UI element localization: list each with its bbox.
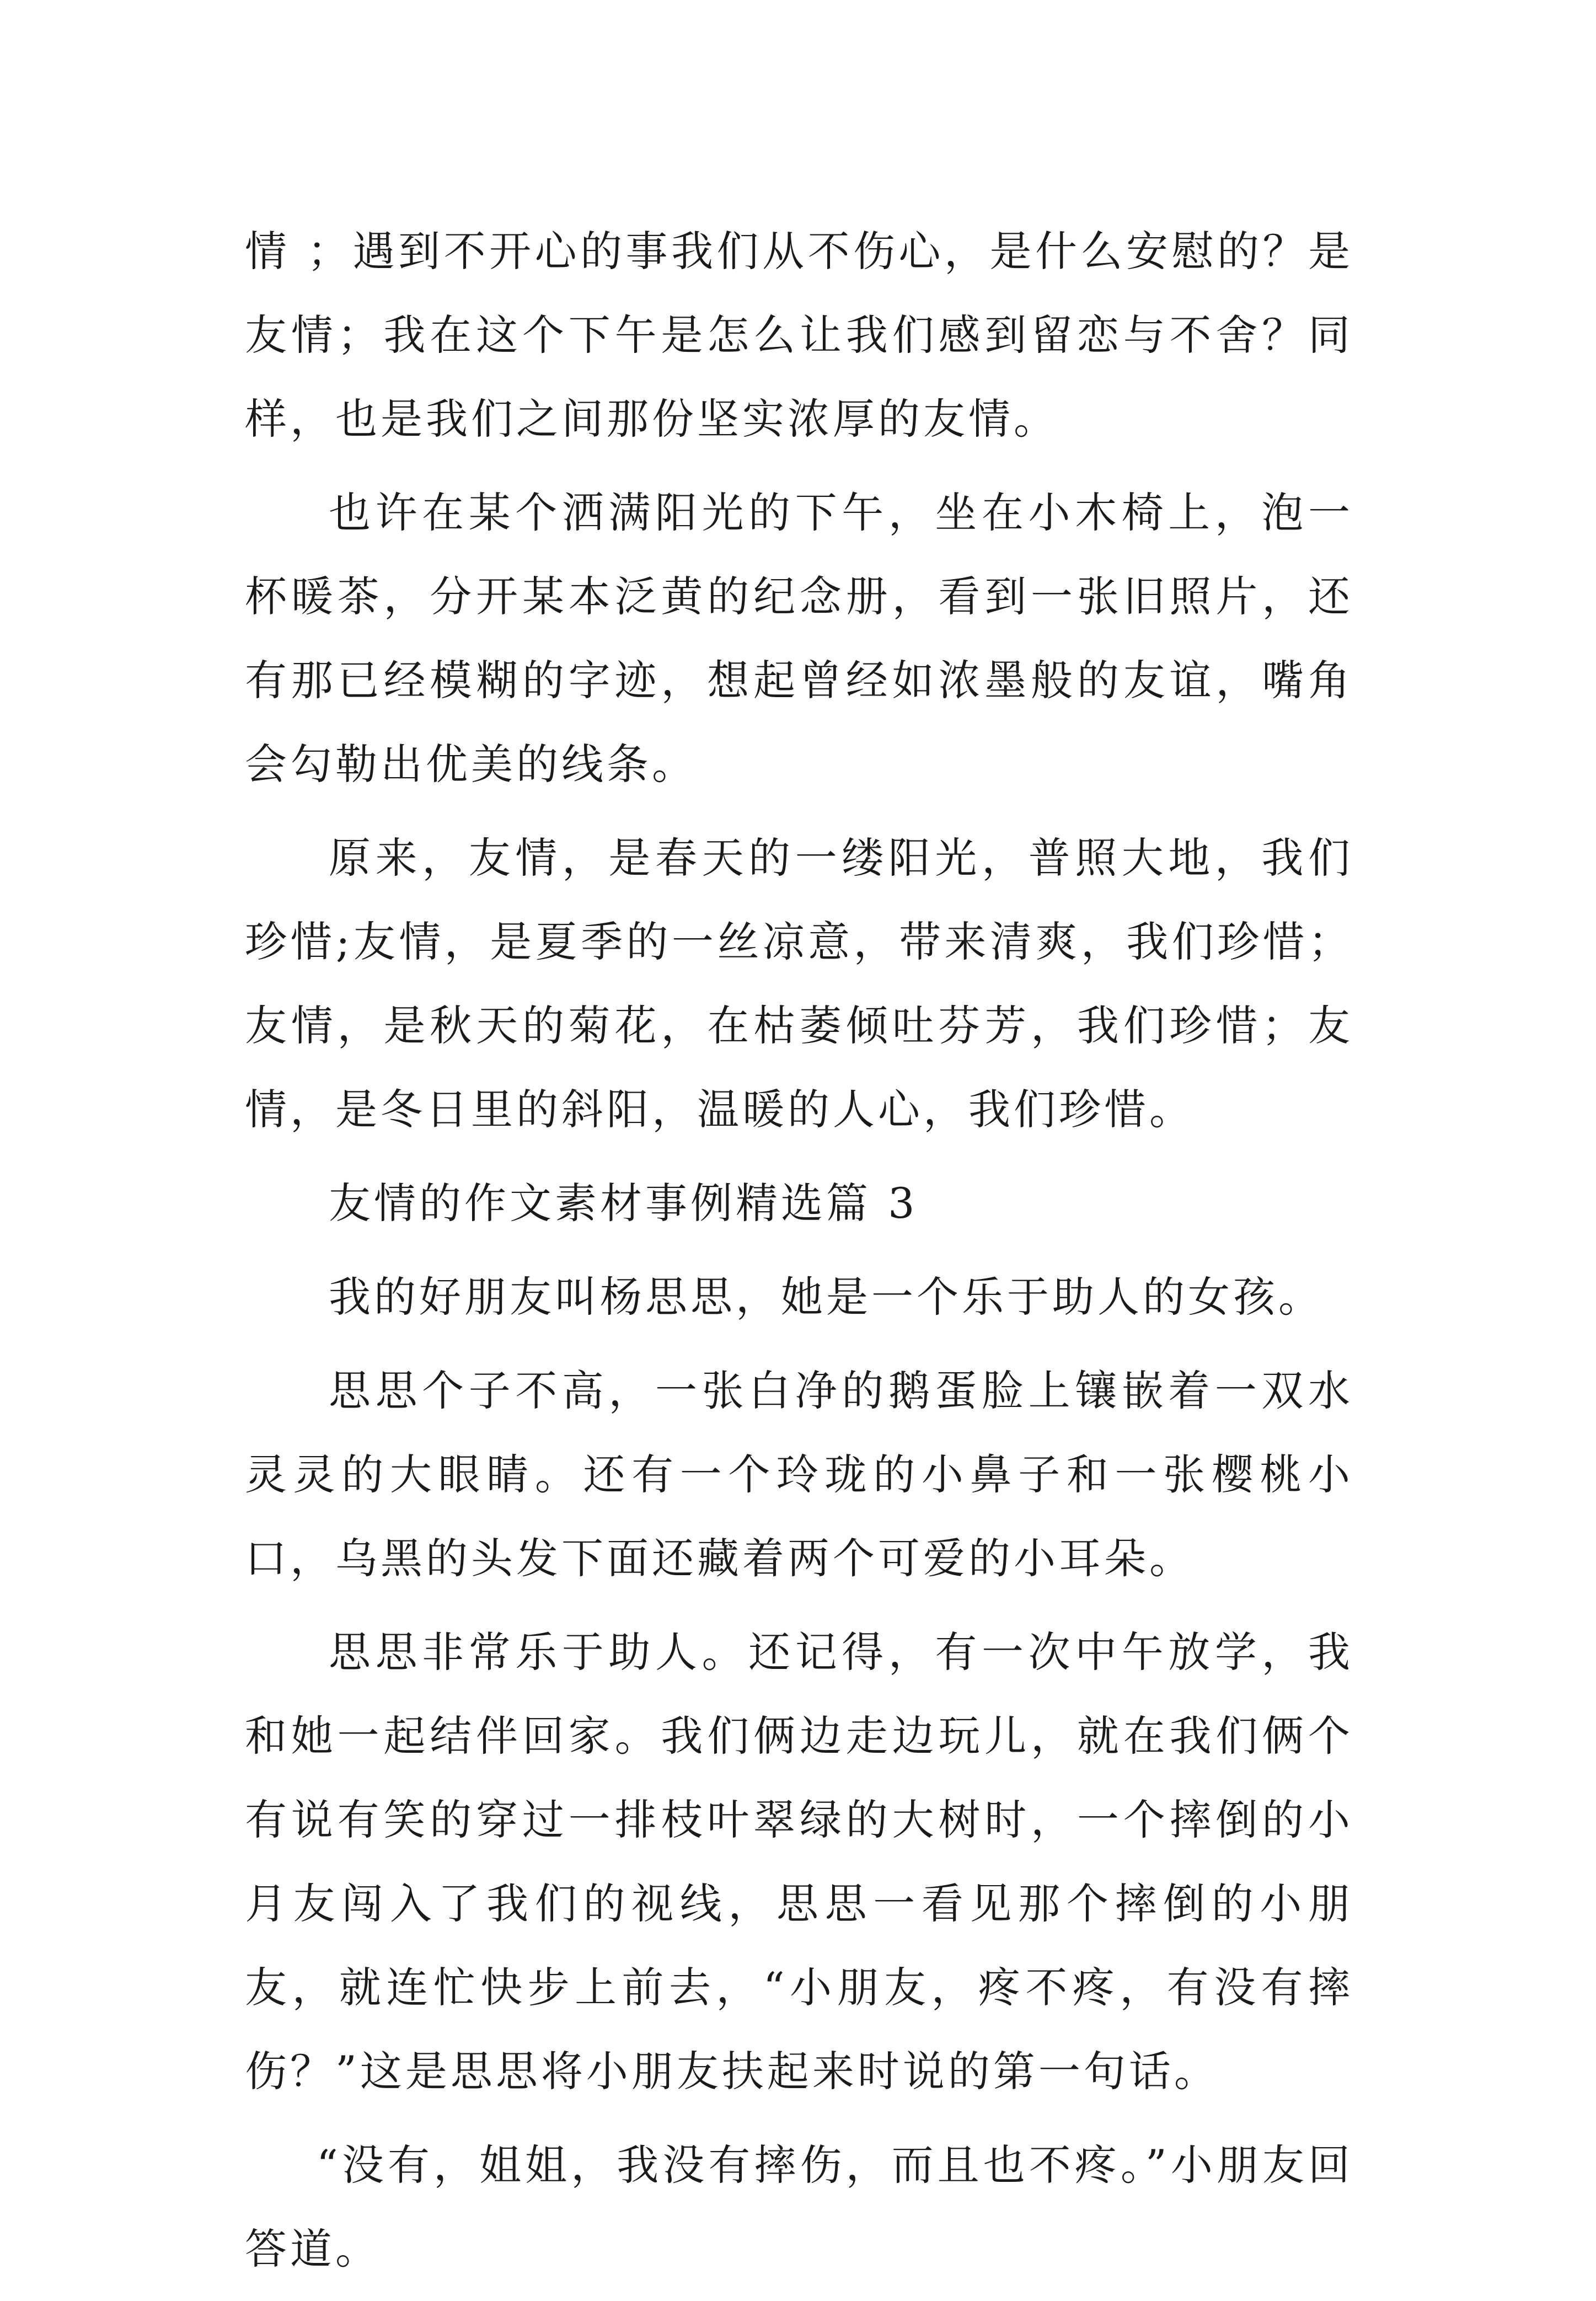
body-text	[245, 210, 1353, 2301]
paragraph: 思思非常乐于助人。还记得，有一次中午放学，我和她一起结伴回家。我们俩边走边玩儿，就在我们俩个有说有笑的穿过一排枝叶翠绿的大树时，一个摔倒的小月友闯入了我们的视线，思思一看见那个摔倒的小朋友，就连忙快步上前去，“小朋友，疼不疼，有没有摔伤？”这是思思将小朋友扶起来时说的第一句话。	[245, 1628, 1353, 2096]
paragraph: 原来，友情，是春天的一缕阳光，普照大地，我们珍惜;友情，是夏季的一丝凉意，带来清爽，我们珍惜；友情，是秋天的菊花，在枯萎倾吐芬芳，我们珍惜；友情，是冬日里的斜阳，温暖的人心，我们珍惜。	[245, 833, 1353, 1134]
paragraph: 也许在某个洒满阳光的下午，坐在小木椅上，泡一杯暖茶，分开某本泛黄的纪念册，看到一张旧照片，还有那已经模糊的字迹，想起曾经如浓墨般的友谊，嘴角会勾勒出优美的线条。	[245, 488, 1353, 789]
paragraph: “没有，姐姐，我没有摔伤，而且也不疼。”小朋友回答道。	[245, 2141, 1353, 2273]
section-heading: 友情的作文素材事例精选篇 3	[329, 1179, 918, 1228]
paragraph: 我的好朋友叫杨思思，她是一个乐于助人的女孩。	[329, 1272, 1324, 1321]
paragraph: 思思个子不高，一张白净的鹅蛋脸上镶嵌着一双水灵灵的大眼睛。还有一个玲珑的小鼻子和一张樱桃小口，乌黑的头发下面还藏着两个可爱的小耳朵。	[245, 1366, 1353, 1583]
paragraph-continuation: 情 ；遇到不开心的事我们从不伤心，是什么安慰的？是友情；我在这个下午是怎么让我们感到留恋与不舍？同样，也是我们之间那份坚实浓厚的友情。	[245, 227, 1353, 443]
